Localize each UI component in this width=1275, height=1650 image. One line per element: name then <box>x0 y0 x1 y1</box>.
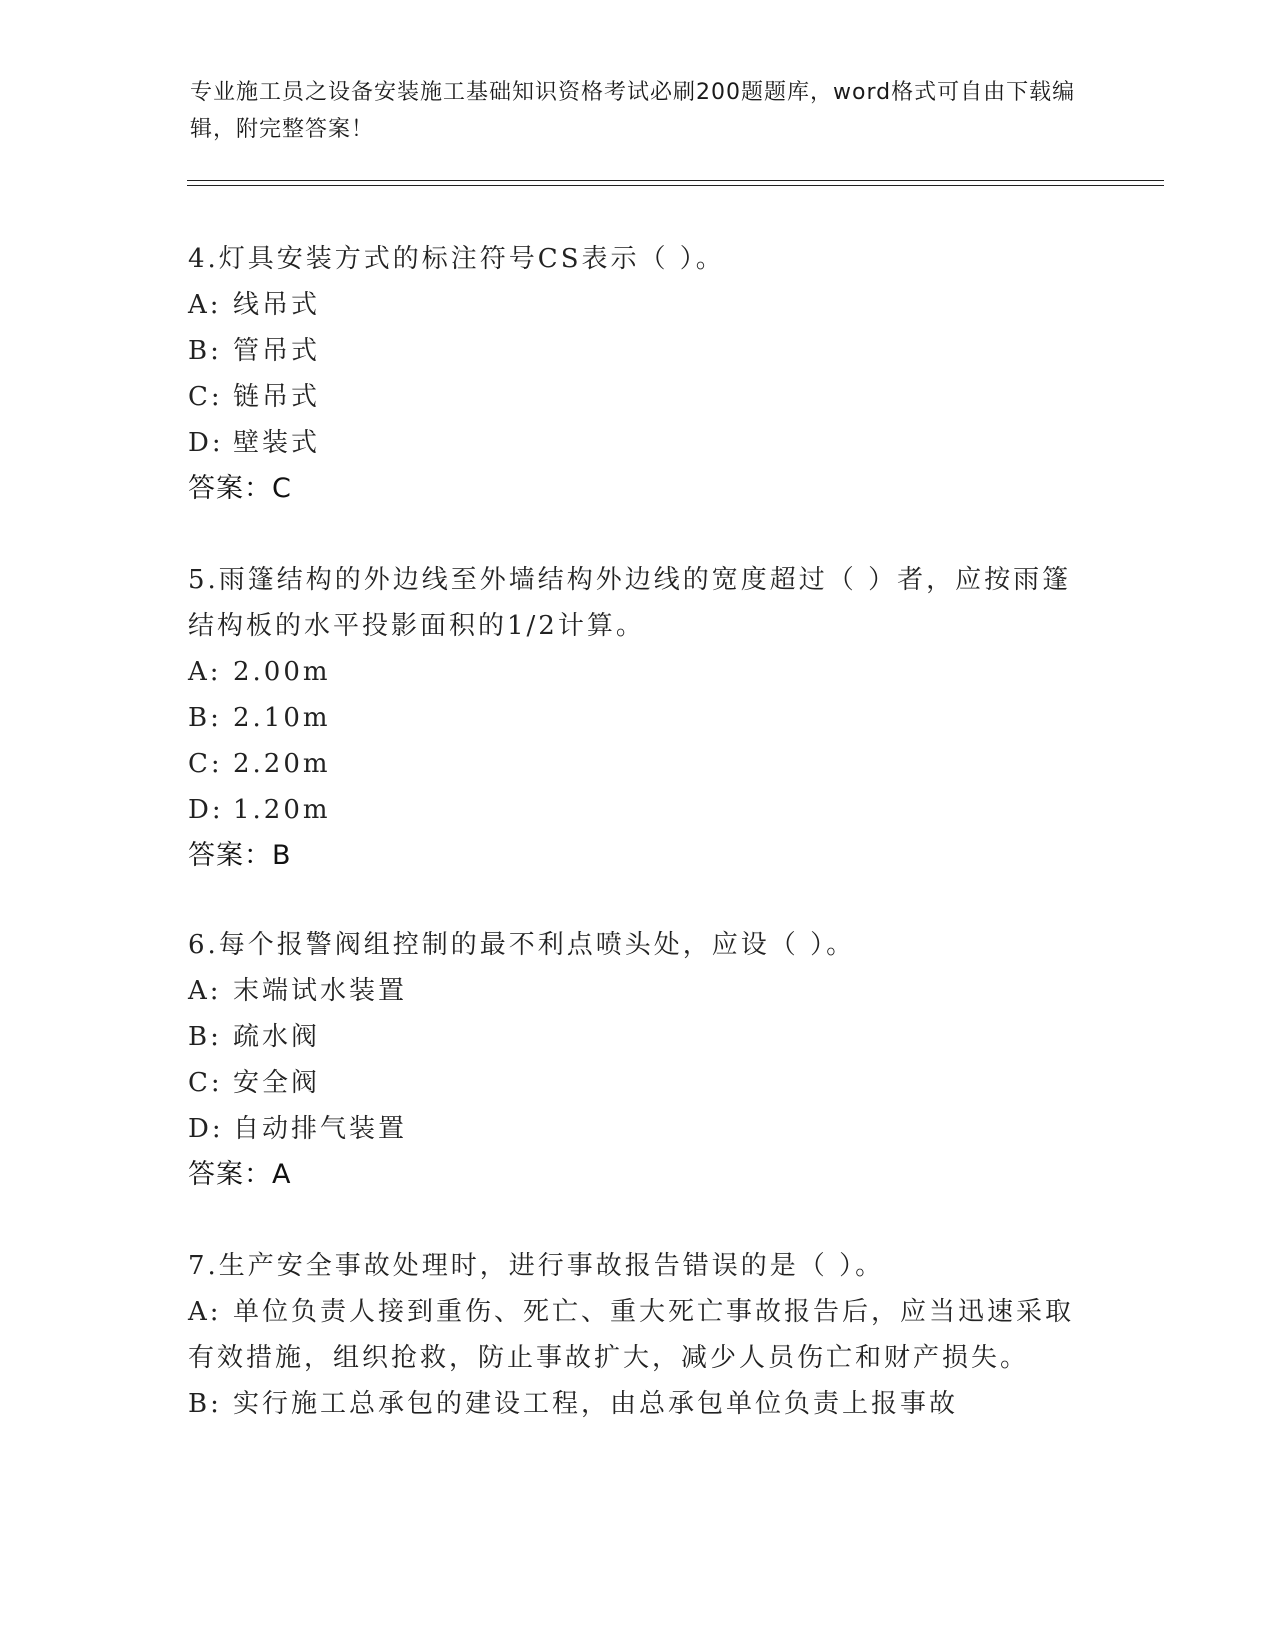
option-text: 实行施工总承包的建设工程，由总承包单位负责上报事故 <box>233 1389 959 1419</box>
option-c <box>188 1060 1088 1106</box>
option-text: 2.10m <box>233 703 331 733</box>
option-b <box>188 1381 1088 1427</box>
option-letter: D: <box>188 795 224 825</box>
option-text: 1.20m <box>233 795 331 825</box>
option-letter: D: <box>188 1114 224 1144</box>
question-7 <box>188 1243 1088 1427</box>
header-title: 专业施工员之设备安装施工基础知识资格考试必刷200题题库，word格式可自由下载编辑，附完整答案！ <box>190 80 1076 142</box>
option-b <box>188 695 1088 741</box>
option-text: 线吊式 <box>233 290 321 320</box>
header-divider-bottom <box>187 185 1164 186</box>
question-stem: 6.每个报警阀组控制的最不利点喷头处，应设（ ）。 <box>188 930 856 960</box>
question-stem: 7.生产安全事故处理时，进行事故报告错误的是（ ）。 <box>188 1251 885 1281</box>
option-text: 管吊式 <box>233 336 321 366</box>
option-a <box>188 1289 1088 1381</box>
option-text: 2.00m <box>233 657 331 687</box>
header-divider-top <box>187 180 1164 181</box>
question-6 <box>188 922 1088 1198</box>
document-header <box>190 74 1090 148</box>
question-4 <box>188 236 1088 512</box>
question-stem: 5.雨篷结构的外边线至外墙结构外边线的宽度超过（ ）者，应按雨篷结构板的水平投影面积的1/2计算。 <box>188 565 1072 641</box>
option-d <box>188 1106 1088 1152</box>
option-text: 壁装式 <box>233 428 321 458</box>
option-text: 单位负责人接到重伤、死亡、重大死亡事故报告后，应当迅速采取有效措施，组织抢救，防止事故扩大，减少人员伤亡和财产损失。 <box>188 1297 1075 1373</box>
option-c <box>188 741 1088 787</box>
option-letter: C: <box>188 382 223 412</box>
option-letter: A: <box>188 290 222 320</box>
option-letter: C: <box>188 749 223 779</box>
question-answer: 答案：A <box>188 1159 292 1190</box>
option-letter: D: <box>188 428 224 458</box>
option-a <box>188 649 1088 695</box>
option-text: 2.20m <box>233 749 331 779</box>
option-text: 自动排气装置 <box>233 1114 408 1144</box>
option-text: 末端试水装置 <box>233 976 408 1006</box>
option-letter: B: <box>188 1022 222 1052</box>
option-letter: B: <box>188 703 222 733</box>
question-answer: 答案：B <box>188 840 292 871</box>
option-b <box>188 328 1088 374</box>
question-5 <box>188 557 1088 879</box>
option-letter: B: <box>188 336 222 366</box>
option-letter: A: <box>188 657 222 687</box>
option-text: 疏水阀 <box>233 1022 321 1052</box>
question-stem: 4.灯具安装方式的标注符号CS表示（ ）。 <box>188 244 725 274</box>
option-letter: B: <box>188 1389 222 1419</box>
option-letter: A: <box>188 976 222 1006</box>
option-letter: A: <box>188 1297 222 1327</box>
question-answer: 答案：C <box>188 473 292 504</box>
option-b <box>188 1014 1088 1060</box>
option-text: 链吊式 <box>233 382 321 412</box>
option-c <box>188 374 1088 420</box>
option-letter: C: <box>188 1068 223 1098</box>
option-a <box>188 282 1088 328</box>
option-d <box>188 787 1088 833</box>
option-d <box>188 420 1088 466</box>
option-text: 安全阀 <box>233 1068 321 1098</box>
option-a <box>188 968 1088 1014</box>
